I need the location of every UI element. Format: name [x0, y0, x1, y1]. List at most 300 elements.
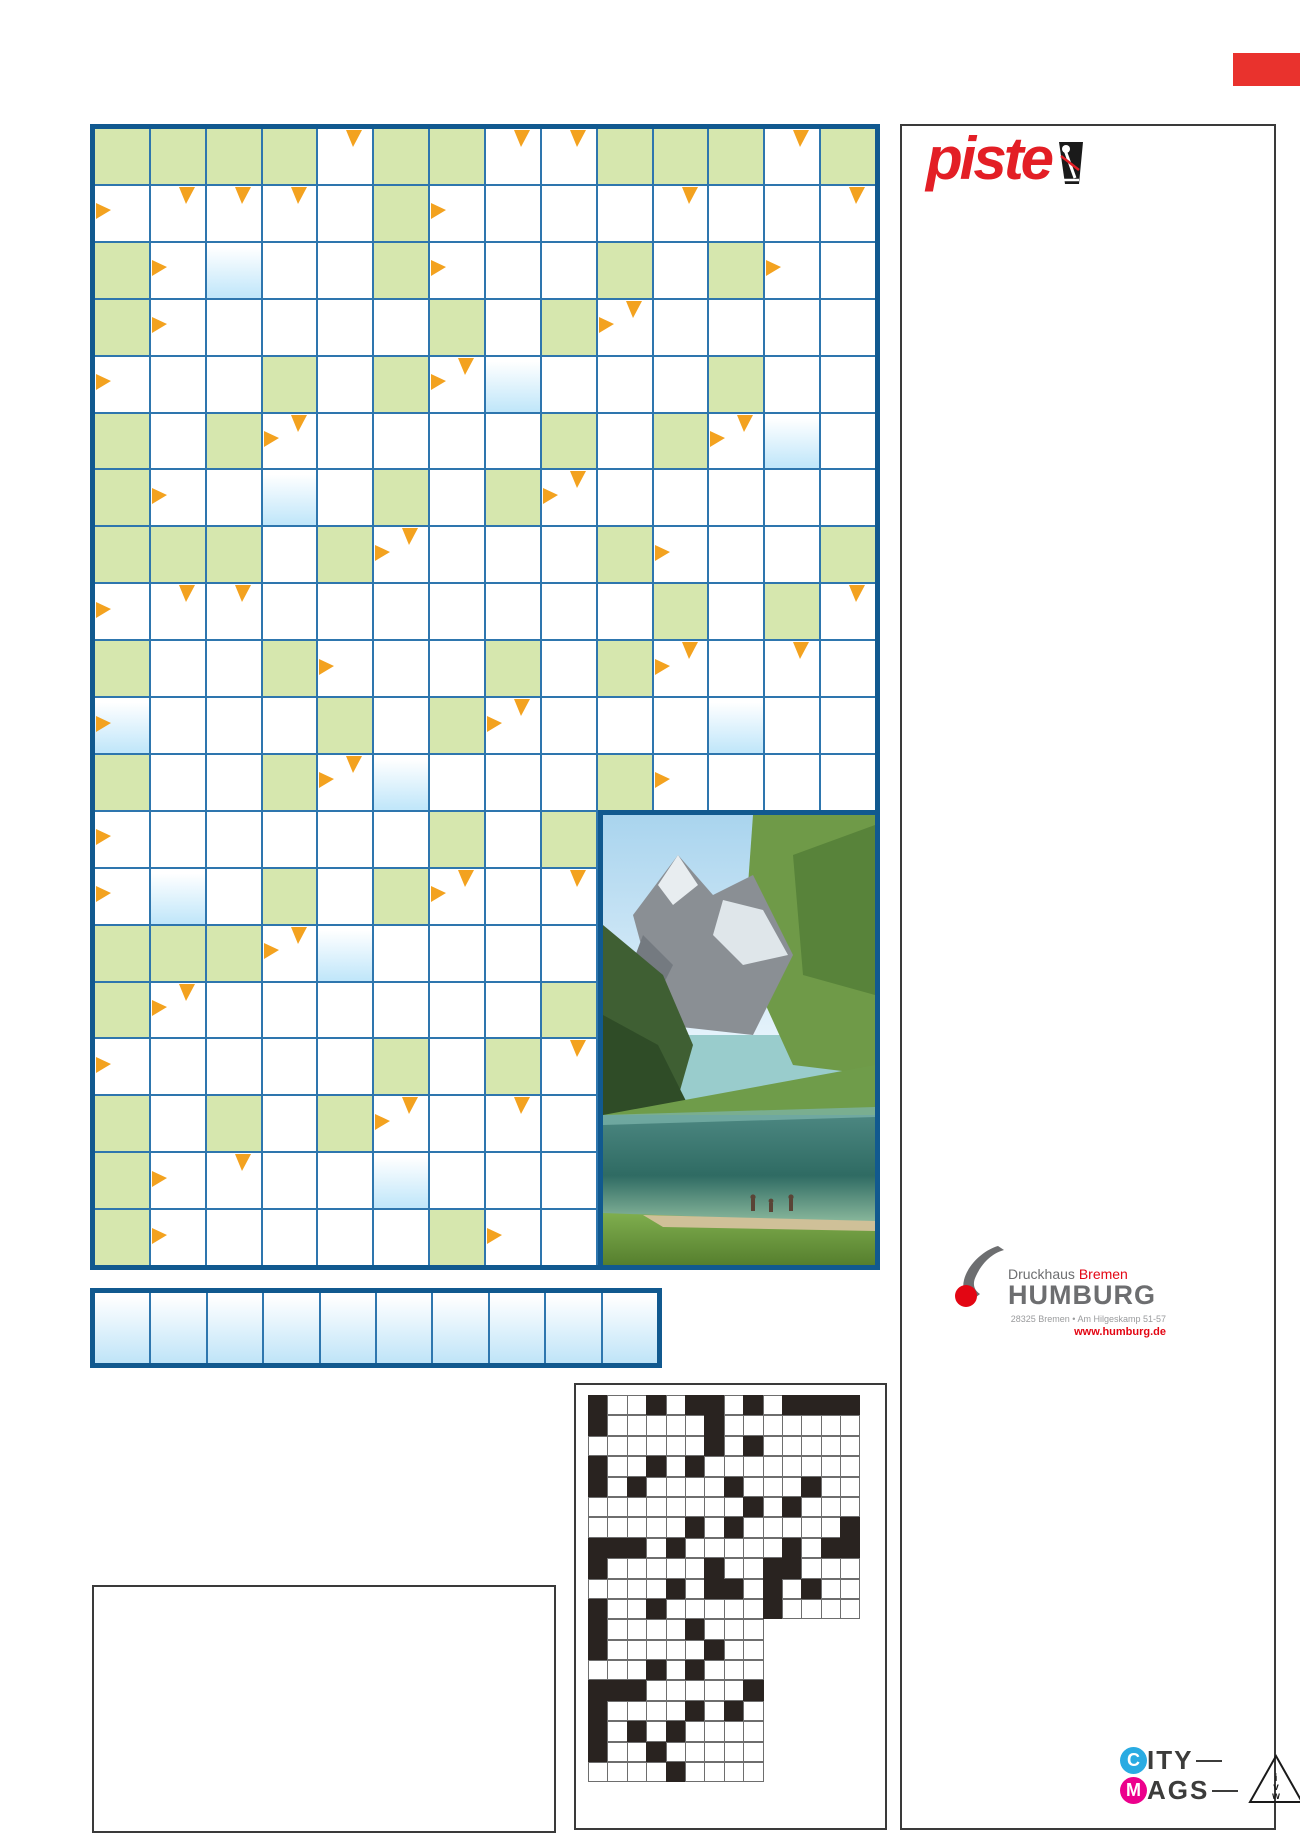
puzzle-cell: [542, 869, 596, 924]
puzzle-cell: [151, 869, 205, 924]
puzzle-cell: [654, 414, 708, 469]
puzzle-cell: [263, 470, 317, 525]
solution-grid-cell: [666, 1436, 686, 1456]
puzzle-cell: [95, 243, 149, 298]
solution-strip-cell: [377, 1293, 431, 1363]
puzzle-cell: [207, 470, 261, 525]
puzzle-cell: [430, 983, 484, 1038]
puzzle-cell: [374, 527, 428, 582]
citymags-logo: [1120, 1746, 1238, 1805]
right-arrow-icon: [152, 1228, 167, 1244]
solution-grid-cell: [704, 1558, 724, 1578]
solution-grid-cell: [743, 1477, 763, 1497]
solution-grid-cell: [704, 1701, 724, 1721]
solution-grid-cell: [685, 1701, 705, 1721]
puzzle-cell: [542, 1210, 596, 1265]
down-arrow-icon: [514, 130, 530, 147]
solution-grid-cell: [588, 1579, 608, 1599]
solution-grid-cell: [685, 1742, 705, 1762]
solution-grid-cell: [685, 1640, 705, 1660]
puzzle-cell: [486, 527, 540, 582]
puzzle-cell: [821, 698, 875, 753]
puzzle-cell: [486, 129, 540, 184]
puzzle-cell: [207, 755, 261, 810]
right-arrow-icon: [152, 488, 167, 504]
solution-grid-cell: [704, 1680, 724, 1700]
puzzle-cell: [598, 129, 652, 184]
printer-address: 28325 Bremen • Am Hilgeskamp 51-57: [1010, 1314, 1166, 1324]
down-arrow-icon: [737, 415, 753, 432]
solution-grid-cell: [782, 1517, 802, 1537]
solution-grid-cell: [627, 1619, 647, 1639]
puzzle-cell: [654, 186, 708, 241]
solution-grid-cell: [821, 1456, 841, 1476]
down-arrow-icon: [179, 984, 195, 1001]
solution-grid-cell: [724, 1517, 744, 1537]
puzzle-cell: [542, 983, 596, 1038]
right-arrow-icon: [96, 1057, 111, 1073]
solution-grid-cell: [801, 1415, 821, 1435]
puzzle-cell: [430, 129, 484, 184]
puzzle-cell: [821, 186, 875, 241]
puzzle-cell: [95, 300, 149, 355]
solution-grid-cell: [801, 1395, 821, 1415]
down-arrow-icon: [570, 870, 586, 887]
puzzle-cell: [207, 641, 261, 696]
solution-grid-cell: [685, 1721, 705, 1741]
puzzle-cell: [263, 129, 317, 184]
solution-grid-cell: [821, 1436, 841, 1456]
puzzle-cell: [598, 300, 652, 355]
puzzle-cell: [374, 1210, 428, 1265]
solution-grid-cell: [724, 1456, 744, 1476]
puzzle-cell: [765, 527, 819, 582]
puzzle-cell: [151, 1210, 205, 1265]
puzzle-cell: [542, 186, 596, 241]
solution-grid-cell: [627, 1640, 647, 1660]
puzzle-cell: [263, 926, 317, 981]
down-arrow-icon: [346, 756, 362, 773]
solution-grid-cell: [704, 1660, 724, 1680]
solution-strip-cell: [433, 1293, 487, 1363]
puzzle-cell: [486, 243, 540, 298]
solution-grid-cell: [607, 1762, 627, 1782]
puzzle-cell: [765, 414, 819, 469]
solution-grid-cell: [821, 1599, 841, 1619]
puzzle-cell: [207, 926, 261, 981]
right-arrow-icon: [543, 488, 558, 504]
puzzle-cell: [318, 755, 372, 810]
puzzle-cell: [654, 527, 708, 582]
ivw-v: v: [1273, 1782, 1280, 1793]
right-arrow-icon: [655, 545, 670, 561]
puzzle-cell: [542, 584, 596, 639]
solution-grid-cell: [666, 1599, 686, 1619]
solution-grid-cell: [588, 1517, 608, 1537]
solution-strip-cell: [490, 1293, 544, 1363]
solution-grid-cell: [627, 1456, 647, 1476]
solution-grid-cell: [588, 1762, 608, 1782]
puzzle-cell: [542, 1039, 596, 1094]
puzzle-cell: [709, 470, 763, 525]
solution-grid-cell: [743, 1640, 763, 1660]
puzzle-cell: [598, 698, 652, 753]
puzzle-cell: [318, 926, 372, 981]
solution-grid-cell: [646, 1762, 666, 1782]
puzzle-cell: [374, 357, 428, 412]
solution-grid-row: [589, 1600, 860, 1620]
puzzle-cell: [486, 1096, 540, 1151]
puzzle-cell: [486, 186, 540, 241]
solution-grid-cell: [627, 1762, 647, 1782]
solution-grid-cell: [607, 1701, 627, 1721]
solution-grid-cell: [627, 1579, 647, 1599]
puzzle-cell: [95, 414, 149, 469]
solution-grid-box: [574, 1383, 887, 1830]
puzzle-cell: [765, 129, 819, 184]
puzzle-cell: [374, 812, 428, 867]
puzzle-cell: [430, 1153, 484, 1208]
puzzle-cell: [95, 470, 149, 525]
solution-grid-cell: [801, 1456, 821, 1476]
puzzle-cell: [318, 357, 372, 412]
solution-grid-row: [589, 1681, 860, 1701]
down-arrow-icon: [682, 642, 698, 659]
solution-strip-cell: [603, 1293, 657, 1363]
puzzle-cell: [765, 300, 819, 355]
puzzle-cell: [374, 129, 428, 184]
solution-strip-cell: [151, 1293, 205, 1363]
puzzle-cell: [430, 1210, 484, 1265]
solution-grid-cell: [763, 1477, 783, 1497]
down-arrow-icon: [514, 1097, 530, 1114]
puzzle-cell: [542, 243, 596, 298]
solution-grid-cell: [821, 1517, 841, 1537]
puzzle-cell: [151, 470, 205, 525]
solution-grid-row: [589, 1763, 860, 1783]
right-arrow-icon: [487, 1228, 502, 1244]
right-arrow-icon: [96, 602, 111, 618]
puzzle-cell: [207, 300, 261, 355]
down-arrow-icon: [793, 642, 809, 659]
solution-grid-cell: [763, 1579, 783, 1599]
solution-grid-cell: [646, 1701, 666, 1721]
puzzle-cell: [263, 812, 317, 867]
puzzle-cell: [374, 243, 428, 298]
solution-strip-cell: [264, 1293, 318, 1363]
down-arrow-icon: [346, 130, 362, 147]
solution-grid-cell: [782, 1415, 802, 1435]
puzzle-cell: [765, 470, 819, 525]
solution-grid-cell: [801, 1436, 821, 1456]
puzzle-cell: [374, 869, 428, 924]
solution-grid-cell: [801, 1497, 821, 1517]
puzzle-cell: [598, 527, 652, 582]
puzzle-cell: [430, 243, 484, 298]
solution-grid-cell: [763, 1558, 783, 1578]
puzzle-cell: [542, 1096, 596, 1151]
puzzle-cell: [95, 926, 149, 981]
solution-grid-cell: [666, 1497, 686, 1517]
solution-grid-cell: [607, 1477, 627, 1497]
mountain-lake-illustration: [603, 815, 875, 1265]
puzzle-cell: [430, 755, 484, 810]
solution-grid-cell: [801, 1579, 821, 1599]
humburg-swoosh-icon: [954, 1246, 1004, 1308]
printer-website: www.humburg.de: [1074, 1326, 1166, 1338]
solution-grid-cell: [821, 1477, 841, 1497]
solution-grid-cell: [840, 1579, 860, 1599]
solution-grid-cell: [743, 1497, 763, 1517]
right-arrow-icon: [96, 203, 111, 219]
puzzle-cell: [318, 1153, 372, 1208]
solution-grid-cell: [704, 1497, 724, 1517]
puzzle-cell: [598, 414, 652, 469]
right-arrow-icon: [375, 1114, 390, 1130]
empty-note-box: [92, 1585, 556, 1833]
puzzle-cell: [318, 414, 372, 469]
solution-grid-cell: [627, 1721, 647, 1741]
solution-grid-cell: [704, 1436, 724, 1456]
solution-strip-cell: [208, 1293, 262, 1363]
solution-grid-cell: [685, 1436, 705, 1456]
puzzle-cell: [207, 584, 261, 639]
solution-grid-cell: [763, 1436, 783, 1456]
solution-grid-cell: [627, 1742, 647, 1762]
puzzle-cell: [151, 414, 205, 469]
solution-grid-cell: [743, 1415, 763, 1435]
puzzle-cell: [318, 129, 372, 184]
printer-bremen: Bremen: [1078, 1266, 1128, 1282]
solution-grid-cell: [588, 1395, 608, 1415]
solution-grid-cell: [840, 1456, 860, 1476]
solution-grid-cell: [607, 1680, 627, 1700]
puzzle-cell: [542, 755, 596, 810]
solution-grid-cell: [607, 1456, 627, 1476]
puzzle-cell: [263, 869, 317, 924]
solution-grid-cell: [666, 1395, 686, 1415]
puzzle-cell: [486, 1153, 540, 1208]
puzzle-cell: [207, 1210, 261, 1265]
puzzle-cell: [95, 1039, 149, 1094]
solution-grid-cell: [801, 1538, 821, 1558]
solution-grid-cell: [646, 1395, 666, 1415]
solution-grid-row: [589, 1478, 860, 1498]
right-arrow-icon: [152, 260, 167, 276]
right-arrow-icon: [152, 1171, 167, 1187]
solution-grid-cell: [607, 1558, 627, 1578]
puzzle-cell: [374, 755, 428, 810]
solution-grid-cell: [627, 1558, 647, 1578]
puzzle-cell: [654, 243, 708, 298]
solution-grid-cell: [763, 1456, 783, 1476]
puzzle-cell: [151, 300, 205, 355]
puzzle-cell: [598, 584, 652, 639]
right-arrow-icon: [264, 431, 279, 447]
solution-grid-cell: [588, 1497, 608, 1517]
solution-grid-cell: [840, 1497, 860, 1517]
solution-grid-cell: [743, 1742, 763, 1762]
puzzle-cell: [151, 926, 205, 981]
solution-grid-cell: [627, 1660, 647, 1680]
puzzle-cell: [598, 186, 652, 241]
citymags-c-circle: C: [1120, 1747, 1147, 1774]
puzzle-cell: [430, 527, 484, 582]
brand-logos: [1120, 1746, 1300, 1805]
right-arrow-icon: [655, 772, 670, 788]
citymags-rule-1: [1196, 1760, 1222, 1762]
solution-grid-row: [589, 1702, 860, 1722]
solution-grid-cell: [782, 1456, 802, 1476]
solution-grid-cell: [627, 1517, 647, 1537]
solution-grid-cell: [763, 1538, 783, 1558]
solution-grid-cell: [646, 1579, 666, 1599]
down-arrow-icon: [570, 130, 586, 147]
puzzle-cell: [821, 357, 875, 412]
right-arrow-icon: [96, 374, 111, 390]
solution-grid-cell: [646, 1721, 666, 1741]
ivw-logo: [1248, 1753, 1300, 1805]
right-arrow-icon: [96, 716, 111, 732]
solution-grid-cell: [646, 1558, 666, 1578]
puzzle-cell: [151, 812, 205, 867]
solution-grid-cell: [666, 1558, 686, 1578]
solution-grid-cell: [724, 1436, 744, 1456]
down-arrow-icon: [570, 1040, 586, 1057]
solution-grid-cell: [607, 1538, 627, 1558]
puzzle-cell: [486, 1039, 540, 1094]
solution-grid-cell: [724, 1415, 744, 1435]
puzzle-cell: [821, 129, 875, 184]
puzzle-cell: [318, 812, 372, 867]
skier-icon: [1053, 140, 1085, 186]
right-arrow-icon: [431, 260, 446, 276]
solution-grid-cell: [627, 1415, 647, 1435]
solution-grid-cell: [743, 1619, 763, 1639]
solution-grid-cell: [704, 1599, 724, 1619]
puzzle-cell: [486, 641, 540, 696]
solution-grid-cell: [840, 1395, 860, 1415]
puzzle-cell: [486, 584, 540, 639]
puzzle-cell: [709, 243, 763, 298]
puzzle-cell: [151, 527, 205, 582]
puzzle-cell: [207, 129, 261, 184]
solution-grid-cell: [704, 1456, 724, 1476]
puzzle-cell: [542, 414, 596, 469]
solution-grid-cell: [627, 1477, 647, 1497]
solution-grid-cell: [724, 1599, 744, 1619]
right-arrow-icon: [319, 772, 334, 788]
down-arrow-icon: [849, 187, 865, 204]
solution-grid-cell: [685, 1660, 705, 1680]
solution-grid-cell: [743, 1579, 763, 1599]
right-arrow-icon: [599, 317, 614, 333]
right-arrow-icon: [152, 1000, 167, 1016]
solution-grid-cell: [627, 1680, 647, 1700]
puzzle-cell: [821, 641, 875, 696]
puzzle-cell: [318, 1210, 372, 1265]
solution-grid-cell: [588, 1415, 608, 1435]
solution-grid-cell: [782, 1477, 802, 1497]
puzzle-cell: [95, 812, 149, 867]
solution-grid-cell: [685, 1497, 705, 1517]
puzzle-cell: [542, 300, 596, 355]
solution-grid-cell: [627, 1497, 647, 1517]
solution-grid-cell: [666, 1721, 686, 1741]
solution-grid-cell: [685, 1395, 705, 1415]
solution-grid-cell: [724, 1579, 744, 1599]
puzzle-cell: [486, 698, 540, 753]
solution-grid-cell: [646, 1415, 666, 1435]
puzzle-cell: [151, 243, 205, 298]
right-arrow-icon: [431, 203, 446, 219]
right-arrow-icon: [319, 659, 334, 675]
solution-grid-row: [589, 1518, 860, 1538]
puzzle-cell: [709, 357, 763, 412]
solution-grid-cell: [607, 1742, 627, 1762]
down-arrow-icon: [179, 585, 195, 602]
solution-grid-cell: [704, 1395, 724, 1415]
solution-grid-cell: [607, 1395, 627, 1415]
solution-grid-cell: [724, 1640, 744, 1660]
puzzle-cell: [542, 926, 596, 981]
down-arrow-icon: [514, 699, 530, 716]
solution-grid-cell: [607, 1579, 627, 1599]
puzzle-cell: [709, 641, 763, 696]
solution-grid-cell: [607, 1517, 627, 1537]
solution-grid-cell: [704, 1721, 724, 1741]
solution-grid-cell: [704, 1538, 724, 1558]
solution-grid-cell: [801, 1558, 821, 1578]
down-arrow-icon: [458, 358, 474, 375]
down-arrow-icon: [682, 187, 698, 204]
solution-grid-row: [589, 1416, 860, 1436]
solution-grid-cell: [627, 1538, 647, 1558]
solution-grid-cell: [607, 1619, 627, 1639]
puzzle-cell: [765, 641, 819, 696]
puzzle-cell: [207, 1153, 261, 1208]
solution-grid-cell: [607, 1599, 627, 1619]
puzzle-cell: [263, 243, 317, 298]
solution-grid-cell: [685, 1415, 705, 1435]
solution-grid-cell: [724, 1721, 744, 1741]
solution-grid-cell: [607, 1640, 627, 1660]
piste-masthead: [926, 125, 1085, 192]
solution-grid-cell: [743, 1517, 763, 1537]
solution-grid-cell: [840, 1599, 860, 1619]
puzzle-cell: [207, 812, 261, 867]
solution-grid-cell: [627, 1701, 647, 1721]
solution-grid-cell: [666, 1640, 686, 1660]
solution-grid-cell: [821, 1538, 841, 1558]
puzzle-cell: [374, 641, 428, 696]
solution-grid-cell: [588, 1640, 608, 1660]
solution-grid-cell: [646, 1660, 666, 1680]
solution-grid-cell: [704, 1517, 724, 1537]
puzzle-cell: [263, 584, 317, 639]
puzzle-cell: [598, 755, 652, 810]
puzzle-cell: [263, 755, 317, 810]
puzzle-cell: [821, 300, 875, 355]
right-arrow-icon: [431, 886, 446, 902]
solution-grid-cell: [724, 1477, 744, 1497]
puzzle-cell: [263, 357, 317, 412]
down-arrow-icon: [626, 301, 642, 318]
puzzle-cell: [598, 243, 652, 298]
solution-grid: [589, 1396, 860, 1783]
puzzle-cell: [263, 1153, 317, 1208]
puzzle-cell: [821, 527, 875, 582]
